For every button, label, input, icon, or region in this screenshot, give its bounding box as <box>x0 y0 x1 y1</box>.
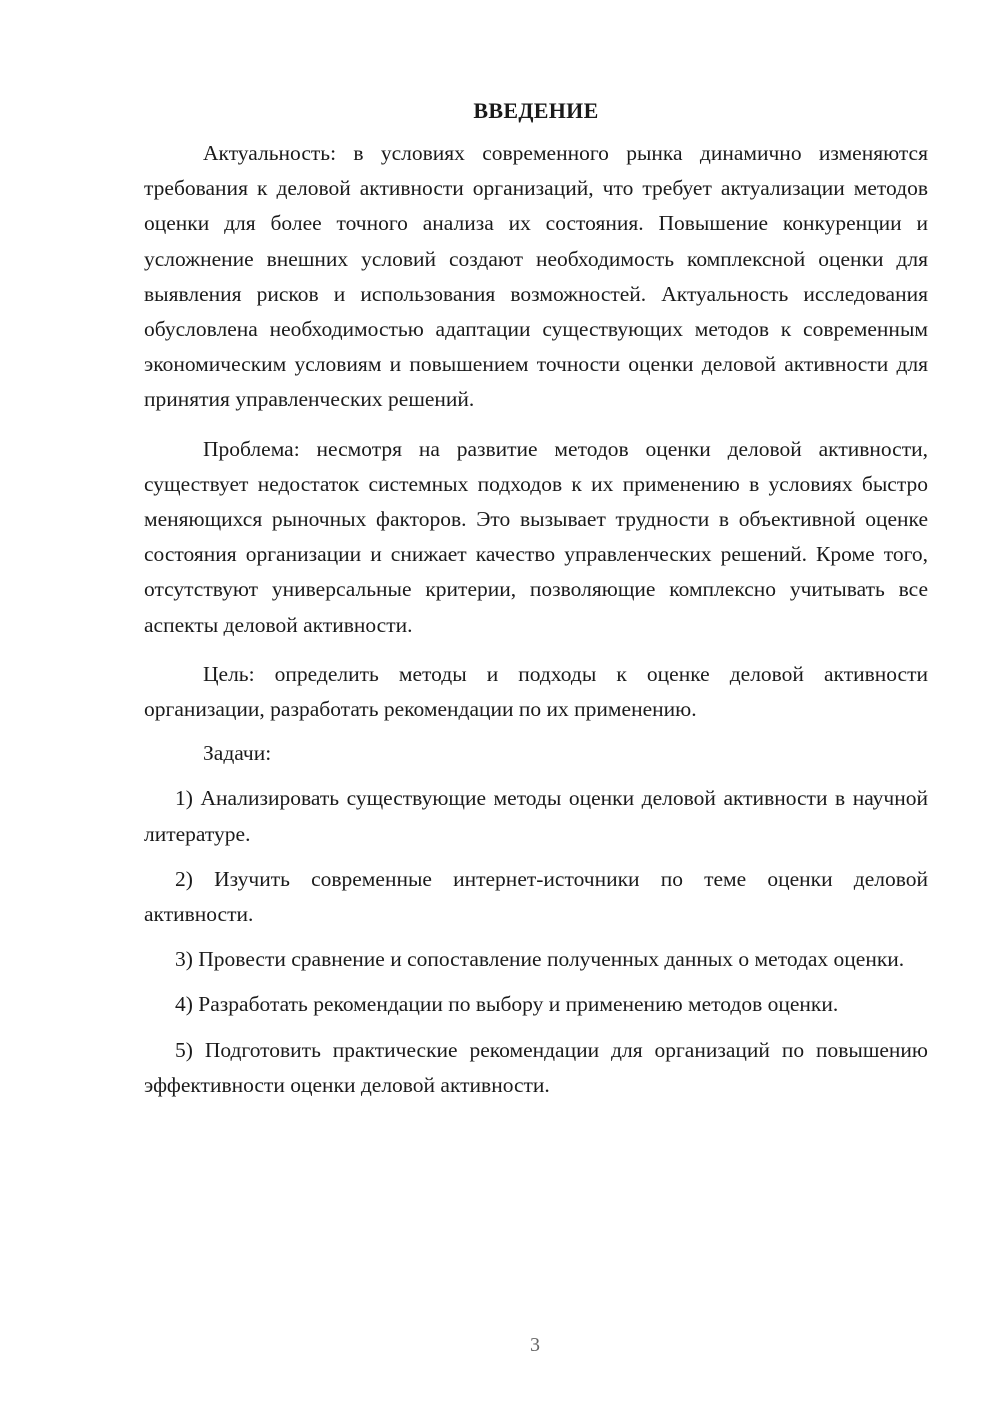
document-page <box>144 95 928 1103</box>
task-item-5: 5) Подготовить практические рекомендации для организаций по повышению эффективности оценки деловой активности. <box>144 1037 928 1097</box>
tasks-heading: Задачи: <box>203 741 272 766</box>
task-item-1: 1) Анализировать существующие методы оценки деловой активности в научной литературе. <box>144 786 928 846</box>
task-item-2: 2) Изучить современные интернет-источники по теме оценки деловой активности. <box>144 866 928 927</box>
tasks-list <box>144 781 928 1103</box>
problem-paragraph: Проблема: несмотря на развитие методов оценки деловой активности, существует недостаток системных подходов к их применению в условиях быстро меняющихся рыночных факторов. Это вызывает трудности в объективной оценке состояния организации и снижает качество управленческих решений. Кроме того, отсутствуют универсальные критерии, позволяющие комплексно учитывать все аспекты деловой активности. <box>144 436 928 637</box>
goal-paragraph: Цель: определить методы и подходы к оценке деловой активности организации, разработать рекомендации по их применению. <box>144 661 928 722</box>
relevance-paragraph: Актуальность: в условиях современного рынка динамично изменяются требования к деловой активности организаций, что требует актуализации методов оценки для более точного анализа их состояния. Повышение конкуренции и усложнение внешних условий создают необходимость комплексной оценки для выявления рисков и использования возможностей. Актуальность исследования обусловлена необходимостью адаптации существующих методов к современным экономическим условиям и повышением точности оценки деловой активности для принятия управленческих решений. <box>144 141 928 412</box>
task-item-4: 4) Разработать рекомендации по выбору и применению методов оценки. <box>175 992 839 1017</box>
task-item-3: 3) Провести сравнение и сопоставление полученных данных о методах оценки. <box>175 947 905 972</box>
section-title: ВВЕДЕНИЕ <box>473 98 599 123</box>
page-number: 3 <box>530 1334 540 1356</box>
